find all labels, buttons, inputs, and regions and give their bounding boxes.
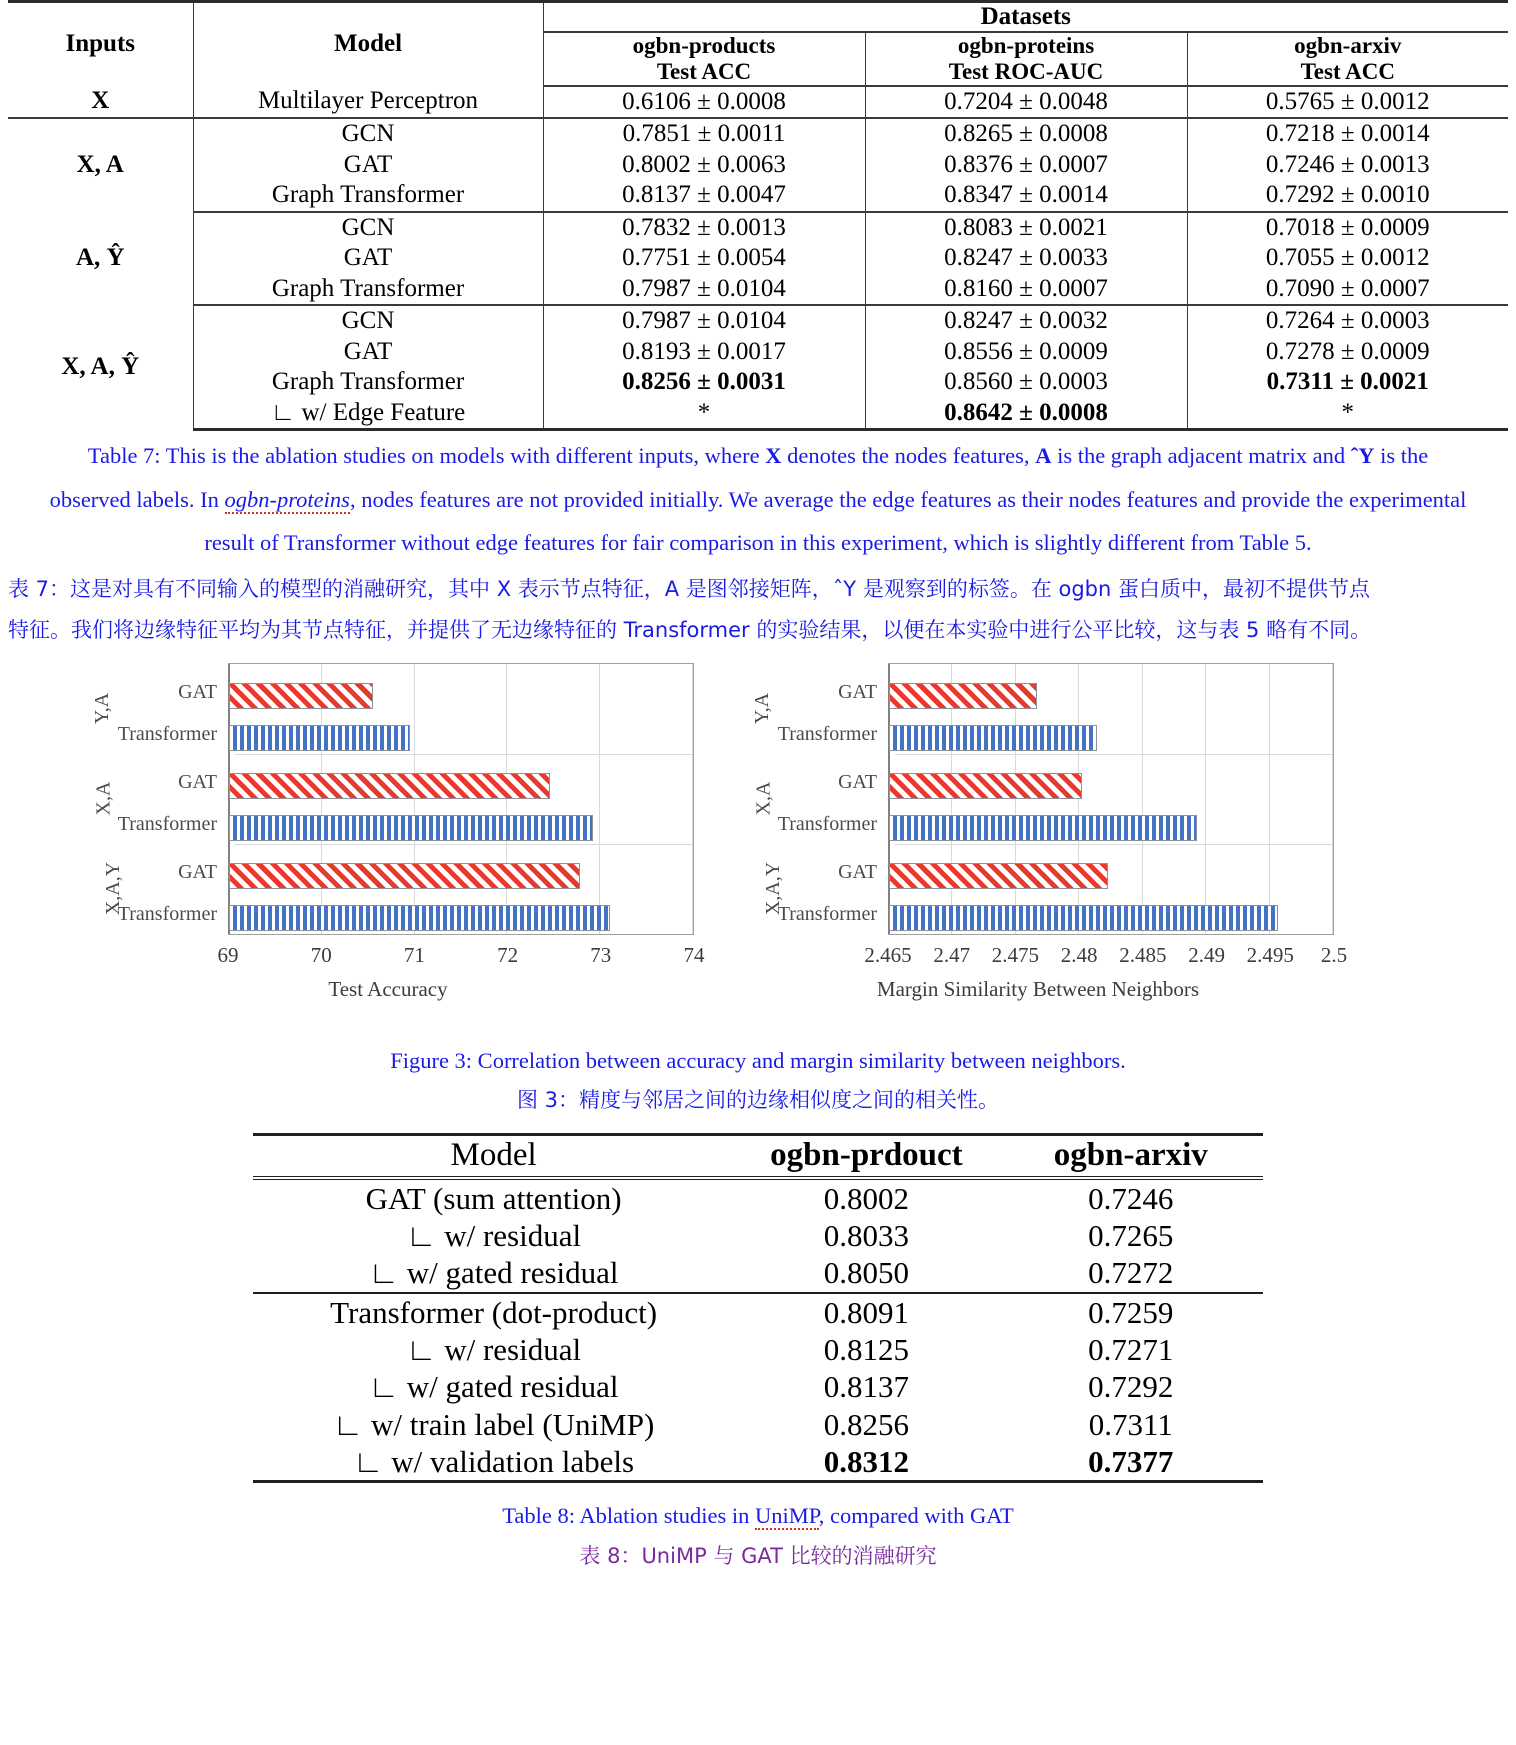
table-row <box>253 1293 1263 1331</box>
caption-en-line-3: result of Transformer without edge features for fair comparison in this experiment, which is slightly different from Table 5. <box>204 530 1312 555</box>
cell-proteins: 0.7204 ± 0.0048 <box>865 86 1187 119</box>
th-model: Model <box>253 1135 734 1178</box>
cell-arxiv: 0.7246 ± 0.0013 <box>1265 150 1430 178</box>
cell-arxiv: 0.7311 <box>1088 1406 1173 1442</box>
cell-proteins: 0.8083 ± 0.0021 <box>865 212 1187 244</box>
cell-model: GAT <box>193 243 543 274</box>
group-separator <box>895 754 1333 755</box>
cell-arxiv: 0.7264 ± 0.0003 <box>1265 307 1430 334</box>
table-row <box>8 337 1508 368</box>
bar-label: Transformer <box>777 722 877 745</box>
table-row <box>253 1406 1263 1443</box>
table-8-caption-en: Table 8: Ablation studies in UniMP, compared with GAT <box>502 1503 1014 1529</box>
bar-gat <box>889 683 1037 709</box>
table-8 <box>253 1133 1263 1483</box>
group-separator <box>895 844 1333 845</box>
cell-model: ∟ w/ Edge Feature <box>193 398 543 430</box>
cell-model: GAT (sum attention) <box>365 1180 622 1216</box>
figure-3 <box>28 655 1488 1010</box>
table-8-header-row <box>253 1135 1263 1178</box>
cell-products: 0.7987 ± 0.0104 <box>543 305 865 337</box>
bar-gat <box>889 773 1082 799</box>
cell-inputs: X <box>8 86 193 119</box>
table-7-header-row-1 <box>8 2 1508 33</box>
caption-zh-line-1: 表 7：这是对具有不同输入的模型的消融研究，其中 X 表示节点特征，A 是图邻接矩阵，ˆY 是观察到的标签。在 ogbn 蛋白质中，最初不提供节点 <box>8 576 1370 601</box>
bar-label: Transformer <box>117 722 217 745</box>
bar-label: GAT <box>178 861 217 884</box>
cell-proteins: 0.8560 ± 0.0003 <box>865 367 1187 398</box>
cell-model: Graph Transformer <box>193 367 543 398</box>
th-col-proteins: ogbn-proteins Test ROC-AUC <box>865 32 1187 86</box>
x-tick-label: 69 <box>217 942 239 967</box>
figure-caption-en: Figure 3: Correlation between accuracy and margin similarity between neighbors. <box>390 1047 1126 1073</box>
figure-caption-zh: 图 3：精度与邻居之间的边缘相似度之间的相关性。 <box>516 1088 1000 1112</box>
cell-proteins: 0.8265 ± 0.0008 <box>865 118 1187 150</box>
group-separator <box>235 844 693 845</box>
plot-area <box>751 663 1334 935</box>
x-tick-label: 73 <box>590 942 612 967</box>
group-axis-label: Y,A <box>91 692 114 724</box>
x-tick-label: 2.495 <box>1246 942 1294 967</box>
bar-label: Transformer <box>117 812 217 835</box>
table-8-caption <box>0 1505 1516 1567</box>
cell-proteins: 0.8247 ± 0.0033 <box>865 243 1187 274</box>
bar-group <box>92 754 693 844</box>
x-tick-label: 2.475 <box>991 942 1040 967</box>
cell-products: 0.7832 ± 0.0013 <box>543 212 865 244</box>
cell-products: 0.8193 ± 0.0017 <box>543 337 865 368</box>
cell-arxiv: 0.7018 ± 0.0009 <box>1265 213 1430 241</box>
x-axis-title: Test Accuracy <box>328 976 448 1001</box>
chart-margin-similarity <box>728 655 1348 1005</box>
bar-group <box>751 664 1333 754</box>
cell-products: 0.8033 <box>823 1217 910 1253</box>
table-row <box>253 1254 1263 1292</box>
cell-model: ∟ w/ residual <box>406 1217 582 1253</box>
bar-label: Transformer <box>117 902 217 925</box>
cell-proteins: 0.8376 ± 0.0007 <box>865 150 1187 181</box>
table-row <box>253 1331 1263 1368</box>
cell-products: 0.8125 <box>823 1331 910 1367</box>
bar-gat <box>889 863 1108 889</box>
th-products: ogbn-prdouct <box>734 1135 998 1178</box>
table-row <box>253 1443 1263 1482</box>
cell-arxiv: 0.7090 ± 0.0007 <box>1187 274 1508 306</box>
x-tick-label: 70 <box>310 942 332 967</box>
table-row <box>8 243 1508 274</box>
bar-gat <box>229 773 550 799</box>
cell-products: 0.7851 ± 0.0011 <box>543 118 865 150</box>
chart-test-accuracy <box>68 655 708 1005</box>
cell-model: GAT <box>193 150 543 181</box>
cell-model: GCN <box>193 212 543 244</box>
cell-model: Graph Transformer <box>193 180 543 212</box>
bar-label: GAT <box>838 861 877 884</box>
cell-proteins: 0.8247 ± 0.0032 <box>865 305 1187 337</box>
caption-en-line-2: observed labels. In ogbn-proteins, nodes features are not provided initially. We average the edge features as their nodes features and provide the experimental <box>49 486 1467 512</box>
cell-products: 0.7751 ± 0.0054 <box>543 243 865 274</box>
cell-inputs: X, A <box>8 118 193 212</box>
cell-arxiv: 0.7218 ± 0.0014 <box>1265 120 1430 147</box>
x-axis-title: Margin Similarity Between Neighbors <box>876 976 1200 1001</box>
th-model: Model <box>193 2 543 86</box>
table-row <box>8 150 1508 181</box>
th-arxiv: ogbn-arxiv <box>999 1135 1263 1178</box>
cell-products: 0.7987 ± 0.0104 <box>543 274 865 306</box>
cell-arxiv: 0.7259 <box>999 1293 1263 1331</box>
cell-proteins: 0.8347 ± 0.0014 <box>865 180 1187 212</box>
bar-label: Transformer <box>777 812 877 835</box>
bar-transformer <box>889 815 1197 841</box>
bar-group <box>102 844 693 934</box>
x-tick-label: 2.48 <box>1060 942 1098 967</box>
cell-products: 0.8137 ± 0.0047 <box>543 180 865 212</box>
group-separator <box>235 754 693 755</box>
table-row <box>8 180 1508 212</box>
x-tick-label: 72 <box>497 942 519 967</box>
cell-model: GCN <box>193 305 543 337</box>
th-inputs: Inputs <box>8 2 193 86</box>
cell-products: 0.8002 <box>823 1180 910 1216</box>
table-row <box>8 398 1508 430</box>
table-row <box>8 86 1508 119</box>
table-row <box>8 367 1508 398</box>
table-8-caption-zh: 表 8：UniMP 与 GAT 比较的消融研究 <box>579 1543 937 1568</box>
cell-arxiv: 0.7292 ± 0.0010 <box>1187 180 1508 212</box>
bar-group <box>91 664 693 754</box>
cell-arxiv: 0.7278 ± 0.0009 <box>1265 337 1430 365</box>
x-tick-label: 71 <box>403 942 425 967</box>
x-tick-label: 2.5 <box>1320 942 1348 967</box>
cell-inputs: A, Ŷ <box>8 212 193 306</box>
bar-transformer <box>889 725 1097 751</box>
table-7 <box>8 0 1508 431</box>
cell-model: ∟ w/ train label (UniMP) <box>332 1406 655 1442</box>
cell-proteins: 0.8160 ± 0.0007 <box>865 274 1187 306</box>
figure-3-caption <box>0 1047 1516 1112</box>
x-tick-label: 2.465 <box>864 942 912 967</box>
th-col-arxiv: ogbn-arxiv Test ACC <box>1187 32 1508 86</box>
plot-area <box>91 663 694 935</box>
cell-arxiv: 0.7265 <box>1088 1217 1174 1253</box>
x-tick-label: 2.49 <box>1188 942 1225 967</box>
group-axis-label: X,A <box>752 781 775 815</box>
table-row <box>253 1368 1263 1405</box>
cell-products: 0.8256 ± 0.0031 <box>543 367 865 398</box>
caption-zh-line-2: 特征。我们将边缘特征平均为其节点特征，并提供了无边缘特征的 Transformer 的实验结果，以便在本实验中进行公平比较，这与表 5 略有不同。 <box>8 617 1372 642</box>
table-row <box>8 305 1508 337</box>
group-axis-label: X,A,Y <box>102 861 125 915</box>
bar-label: Transformer <box>777 902 877 925</box>
cell-proteins: 0.8642 ± 0.0008 <box>865 398 1187 430</box>
cell-products: 0.8256 <box>823 1406 910 1442</box>
cell-model: ∟ w/ gated residual <box>368 1369 619 1405</box>
cell-arxiv: 0.7271 <box>1088 1331 1174 1367</box>
bar-group <box>762 844 1333 934</box>
bar-transformer <box>889 905 1278 931</box>
cell-proteins: 0.8556 ± 0.0009 <box>865 337 1187 368</box>
cell-inputs: X, A, Ŷ <box>8 305 193 430</box>
bar-transformer <box>229 815 593 841</box>
table-row <box>8 212 1508 244</box>
cell-model: GAT <box>193 337 543 368</box>
cell-products: 0.8312 <box>734 1443 998 1482</box>
cell-products: 0.8091 <box>734 1293 998 1331</box>
bar-label: GAT <box>838 681 877 704</box>
bar-group <box>752 754 1333 844</box>
caption-en-line-1: Table 7: This is the ablation studies on models with different inputs, where X denotes the nodes features, A is the graph adjacent matrix and ˆY is the <box>87 443 1429 468</box>
bar-transformer <box>229 725 410 751</box>
cell-model: Transformer (dot-product) <box>253 1293 734 1331</box>
cell-arxiv: 0.7246 <box>1088 1180 1174 1216</box>
table-row <box>8 118 1508 150</box>
cell-products: * <box>543 398 865 430</box>
bar-gat <box>229 863 580 889</box>
group-axis-label: X,A,Y <box>762 861 785 915</box>
x-tick-label: 2.47 <box>933 942 971 967</box>
bar-label: GAT <box>838 771 877 794</box>
cell-model: ∟ w/ validation labels <box>253 1443 734 1482</box>
x-tick-label: 74 <box>683 942 705 967</box>
cell-arxiv: 0.7311 ± 0.0021 <box>1266 368 1429 395</box>
cell-products: 0.8137 <box>823 1369 910 1405</box>
cell-model: Graph Transformer <box>193 274 543 306</box>
cell-model: Multilayer Perceptron <box>193 86 543 119</box>
cell-arxiv: 0.5765 ± 0.0012 <box>1187 86 1508 119</box>
th-datasets: Datasets <box>543 2 1508 33</box>
bar-label: GAT <box>178 681 217 704</box>
table-row <box>253 1217 1263 1254</box>
cell-arxiv: 0.7377 <box>999 1443 1263 1482</box>
cell-model: GCN <box>193 118 543 150</box>
group-axis-label: X,A <box>92 781 115 815</box>
x-tick-label: 2.485 <box>1119 942 1167 967</box>
th-col-products: ogbn-products Test ACC <box>543 32 865 86</box>
cell-model: ∟ w/ residual <box>406 1331 582 1367</box>
cell-arxiv: 0.7292 <box>1088 1369 1174 1405</box>
table-7-caption <box>0 445 1516 641</box>
bar-label: GAT <box>178 771 217 794</box>
bar-gat <box>229 683 373 709</box>
cell-arxiv: 0.7272 <box>1088 1255 1174 1291</box>
group-axis-label: Y,A <box>751 692 774 724</box>
table-row <box>8 274 1508 306</box>
cell-arxiv: 0.7055 ± 0.0012 <box>1265 244 1430 271</box>
cell-model: ∟ w/ gated residual <box>368 1255 619 1291</box>
cell-arxiv: * <box>1187 398 1508 430</box>
cell-products: 0.8050 <box>823 1255 910 1291</box>
bar-transformer <box>229 905 610 931</box>
table-row <box>253 1178 1263 1217</box>
cell-products: 0.6106 ± 0.0008 <box>543 86 865 119</box>
cell-products: 0.8002 ± 0.0063 <box>543 150 865 181</box>
